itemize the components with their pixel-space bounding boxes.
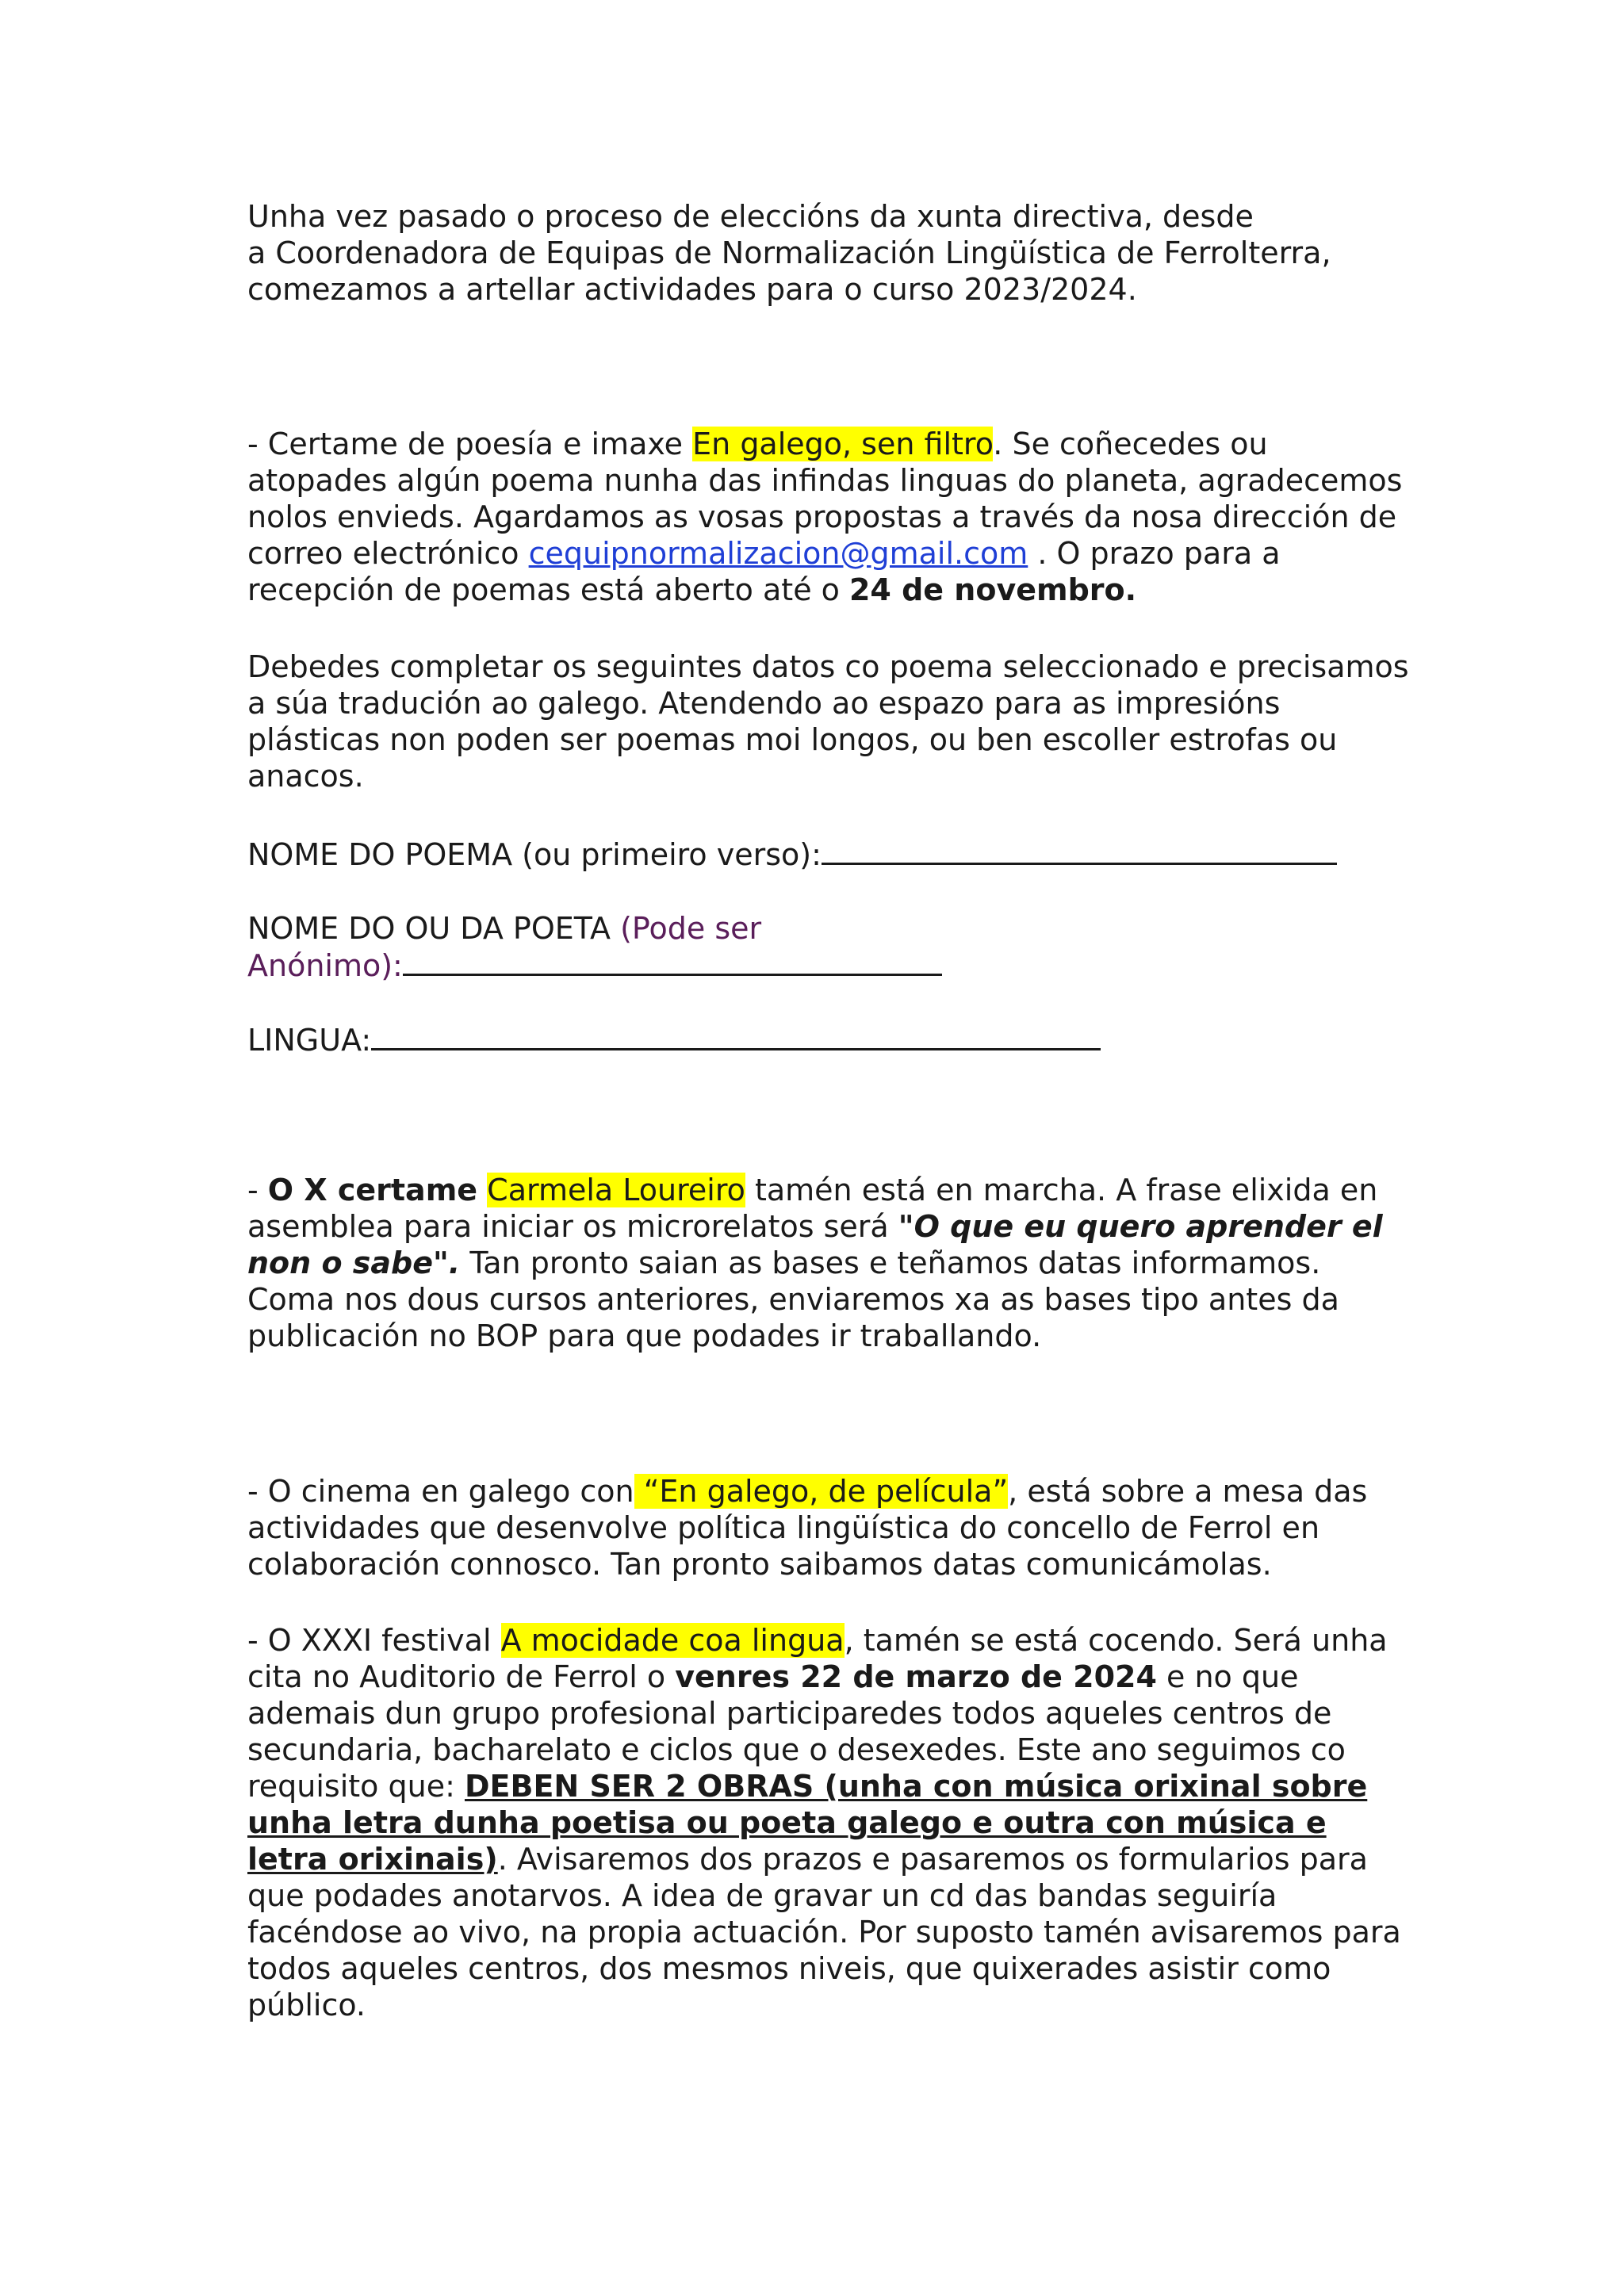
cinema-paragraph: [247, 1473, 1413, 1582]
poem-name-label: NOME DO POEMA (ou primeiro verso):: [247, 837, 822, 872]
poet-name-note: (Pode ser: [620, 911, 762, 946]
language-blank: [371, 1021, 1101, 1050]
festival-text-3: . Avisaremos dos prazos e pasaremos os formularios para que podades anotarvos. A idea de gravar un cd das bandas seguiría facéndose ao vivo, na propia actuación. Por suposto tamén avisaremos para todos aqueles centros, dos mesmos niveis, que quixerades asistir como público.: [247, 1842, 1401, 2022]
intro-line: a Coordenadora de Equipas de Normalización Lingüística de Ferrolterra,: [247, 235, 1331, 270]
contact-email-link[interactable]: cequipnormalizacion@gmail.com: [528, 536, 1028, 571]
poetry-instructions-paragraph: Debedes completar os seguintes datos co poema seleccionado e precisamos a súa tradución ao galego. Atendendo ao espazo para as impresións plásticas non poden ser poemas moi longos, ou ben escoller estrofas ou anacos.: [247, 649, 1409, 794]
poet-name-note: Anónimo):: [247, 948, 403, 983]
intro-paragraph: [247, 198, 1413, 308]
intro-line: comezamos a artellar actividades para o curso 2023/2024.: [247, 272, 1137, 307]
cinema-program-name: “En galego, de película”: [634, 1474, 1009, 1509]
poet-name-field: [247, 910, 1413, 984]
carmela-text-end: Tan pronto saian as bases e teñamos datas informamos. Coma nos dous cursos anteriores, enviaremos xa as bases tipo antes da publicación no BOP para que podades ir traballando.: [247, 1246, 1339, 1353]
poet-name-blank: [403, 947, 942, 976]
language-label: LINGUA:: [247, 1023, 372, 1058]
festival-prefix: - O XXXI festival: [247, 1623, 501, 1658]
festival-requirement: DEBEN SER 2 OBRAS (unha con música orixinal sobre unha letra dunha poetisa ou poeta galego e outra con música e letra orixinais): [247, 1769, 1368, 1877]
festival-name: A mocidade coa lingua: [500, 1623, 845, 1658]
carmela-text: tamén está en marcha. A frase elixida en asemblea para iniciar os microrelatos será: [247, 1173, 1378, 1244]
festival-paragraph: [247, 1622, 1413, 2023]
poem-name-field: [247, 836, 1413, 873]
poetry-prefix: - Certame de poesía e imaxe: [247, 427, 693, 461]
poetry-deadline: 24 de novembro.: [848, 572, 1137, 607]
carmela-dash: -: [247, 1173, 268, 1207]
carmela-contest-paragraph: [247, 1172, 1413, 1354]
language-field: [247, 1021, 1413, 1058]
carmela-contest-edition: O X certame: [267, 1173, 478, 1207]
cinema-prefix: - O cinema en galego con: [247, 1474, 634, 1509]
festival-text: , tamén se está cocendo. Será unha cita no Auditorio de Ferrol o: [247, 1623, 1388, 1694]
carmela-contest-name: Carmela Loureiro: [487, 1173, 745, 1207]
intro-line: Unha vez pasado o proceso de eleccións da xunta directiva, desde: [247, 199, 1254, 234]
festival-date: venres 22 de marzo de 2024: [675, 1659, 1157, 1694]
poetry-text: . Se coñecedes ou atopades algún poema nunha das infindas linguas do planeta, agradecemos nolos envieds. Agardamos as vosas propostas a través da nosa dirección de correo electrónico: [247, 427, 1403, 571]
poetry-contest-paragraph: [247, 426, 1413, 608]
cinema-text: , está sobre a mesa das actividades que desenvolve política lingüística do concello de Ferrol en colaboración connosco. Tan pronto saibamos datas comunicámolas.: [247, 1474, 1368, 1582]
carmela-phrase: "O que eu quero aprender el non o sabe".: [247, 1209, 1383, 1280]
poetry-text-deadline: . O prazo para a recepción de poemas está aberto até o: [247, 536, 1281, 607]
poem-name-blank: [822, 836, 1337, 865]
poet-name-label: NOME DO OU DA POETA: [247, 911, 621, 946]
festival-text-2: e no que ademais dun grupo profesional participaredes todos aqueles centros de secundaria, bacharelato e ciclos que o desexedes. Este ano seguimos co requisito que:: [247, 1659, 1346, 1804]
poetry-contest-name: En galego, sen filtro: [692, 427, 994, 461]
